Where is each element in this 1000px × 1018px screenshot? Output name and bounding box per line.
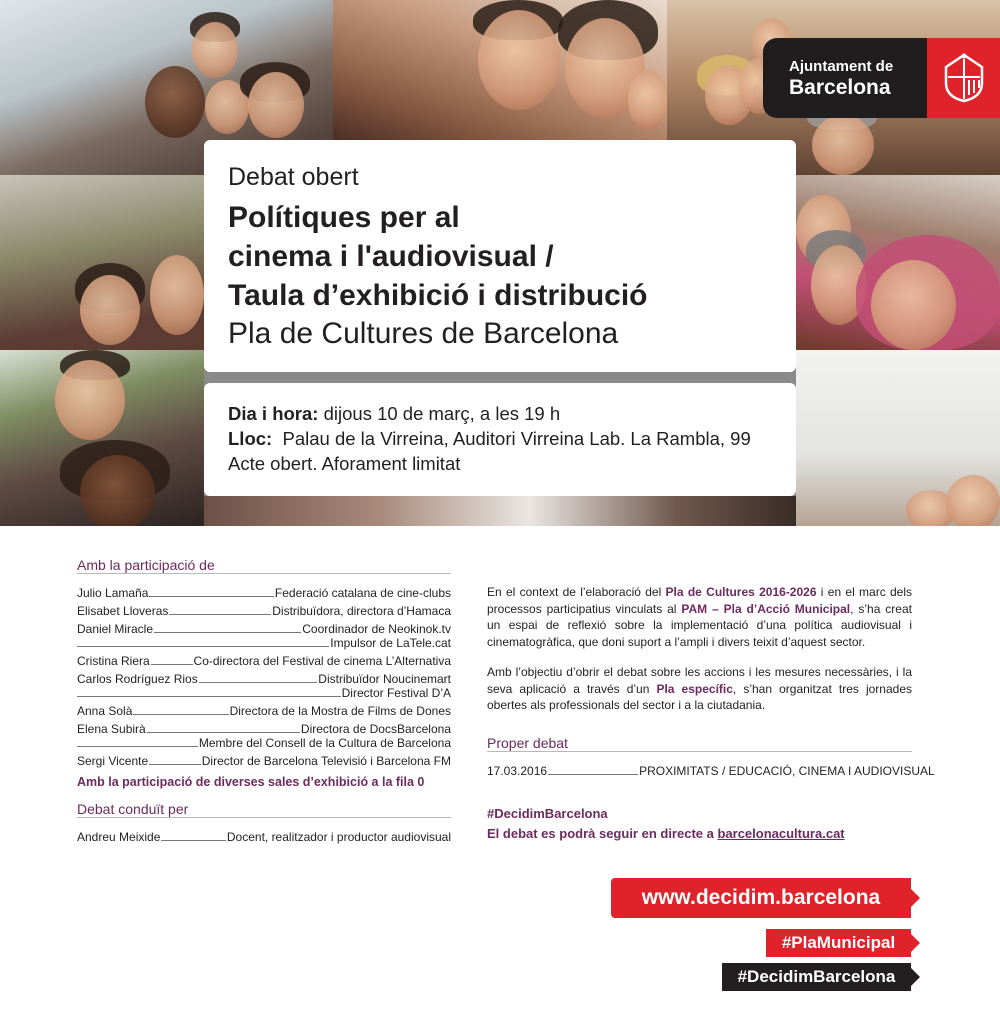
next-debate-row xyxy=(487,763,935,778)
event-title-line: cinema i l'audiovisual / xyxy=(228,240,554,273)
intro-paragraph-1: En el context de l’elaboració del Pla de Cultures 2016-2026 i en el marc dels processos participatius vinculats al PAM – Pla d’Acció Municipal, s’ha creat un espai de reflexió sobre la implementació d’una política audiovisual i cinematogràfica, que doni suport a l’ampli i divers teixit d’aquest sector. xyxy=(487,585,913,649)
place-label: Lloc: xyxy=(228,428,273,449)
participant-extra-role: Membre del Consell de la Cultura de Barcelona xyxy=(77,736,451,750)
next-debate-date: 17.03.2016 xyxy=(487,763,548,778)
intro-section xyxy=(487,584,935,843)
participant-row xyxy=(77,672,451,686)
participant-row xyxy=(77,586,451,600)
date-label: Dia i hora: xyxy=(228,403,319,424)
event-title xyxy=(228,198,772,315)
event-title-box xyxy=(204,140,796,372)
decidimbarcelona-hashtag-tag[interactable]: #DecidimBarcelona xyxy=(722,963,911,991)
participant-name: Sergi Vicente xyxy=(77,754,149,768)
moderator-name: Andreu Meixide xyxy=(77,830,161,844)
participant-row xyxy=(77,654,451,668)
participant-extra-role: Director Festival D’A xyxy=(77,686,451,700)
date-value: dijous 10 de març, a les 19 h xyxy=(318,403,561,424)
collage-photo xyxy=(333,0,667,140)
participant-role: Directora de la Mostra de Films de Dones xyxy=(229,704,451,718)
participant-name: Julio Lamaña xyxy=(77,586,149,600)
collage-photo xyxy=(204,496,796,526)
participants-section xyxy=(77,556,451,844)
participant-name: Anna Solà xyxy=(77,704,133,718)
follow-line: El debat es podrà seguir en directe a barcelonacultura.cat xyxy=(487,826,845,841)
participant-role: Federació catalana de cine-clubs xyxy=(274,586,451,600)
event-title-line: Polítiques per al xyxy=(228,201,460,234)
moderator-role: Docent, realitzador i productor audiovisual xyxy=(226,830,451,844)
participant-row xyxy=(77,722,451,736)
logo-line2: Barcelona xyxy=(789,75,891,99)
intro-paragraph-2: Amb l’objectiu d’obrir el debat sobre les accions i les mesures necessàries, i la seva aplicació a través d’un Pla específic, s’han organitzat tres jornades obertes als professionals del sector i a la ciutadania. xyxy=(487,665,912,712)
participant-name: Elena Subirà xyxy=(77,722,146,736)
ajuntament-logo xyxy=(763,38,1000,118)
participant-role: Director de Barcelona Televisió i Barcelona FM xyxy=(201,754,451,768)
barcelonacultura-link[interactable]: barcelonacultura.cat xyxy=(717,826,845,841)
event-title-line: Taula d’exhibició i distribució xyxy=(228,279,648,312)
participants-highlight: Amb la participació de diverses sales d’exhibició a la fila 0 xyxy=(77,775,425,789)
collage-photo xyxy=(0,350,204,526)
moderator-heading: Debat conduït per xyxy=(77,800,451,818)
participant-role: Distribuïdora, directora d’Hamaca xyxy=(272,604,451,618)
participant-row xyxy=(77,754,451,768)
event-date-line xyxy=(228,401,772,426)
participant-row xyxy=(77,704,451,718)
decidim-website-tag[interactable]: www.decidim.barcelona xyxy=(611,878,911,918)
participant-extra-role: Impulsor de LaTele.cat xyxy=(77,636,451,650)
event-info-box xyxy=(204,383,796,496)
coat-of-arms-icon xyxy=(927,38,1000,118)
event-note: Acte obert. Aforament limitat xyxy=(228,453,461,474)
collage-photo xyxy=(796,350,1000,526)
participant-name: Daniel Miracle xyxy=(77,622,154,636)
participant-role: Directora de DocsBarcelona xyxy=(300,722,451,736)
plamunicipal-hashtag-tag[interactable]: #PlaMunicipal xyxy=(766,929,911,957)
participant-row xyxy=(77,604,451,618)
place-value: Palau de la Virreina, Auditori Virreina Lab. La Rambla, 99 xyxy=(272,428,751,449)
participant-name: Carlos Rodríguez Rios xyxy=(77,672,198,686)
participant-name: Cristina Riera xyxy=(77,654,150,668)
event-place-line xyxy=(228,426,772,451)
participant-name: Elisabet Lloveras xyxy=(77,604,169,618)
next-debate-topic: PROXIMITATS / EDUCACIÓ, CINEMA I AUDIOVISUAL xyxy=(639,763,935,778)
participants-heading: Amb la participació de xyxy=(77,556,451,574)
participant-row xyxy=(77,622,451,636)
participant-role: Co-directora del Festival de cinema L’Alternativa xyxy=(193,654,451,668)
hashtag-text: #DecidimBarcelona xyxy=(487,805,608,821)
next-debate-heading: Proper debat xyxy=(487,734,912,752)
collage-photo xyxy=(796,175,1000,350)
participant-role: Coordinador de Neokinok.tv xyxy=(302,622,451,636)
event-pretitle: Debat obert xyxy=(228,163,359,191)
collage-photo xyxy=(0,175,204,350)
participant-role: Distribuïdor Noucinemart xyxy=(318,672,451,686)
next-debate-section xyxy=(487,734,935,778)
logo-line1: Ajuntament de xyxy=(789,57,894,75)
event-subtitle: Pla de Cultures de Barcelona xyxy=(228,317,619,350)
moderator-row xyxy=(77,830,451,844)
